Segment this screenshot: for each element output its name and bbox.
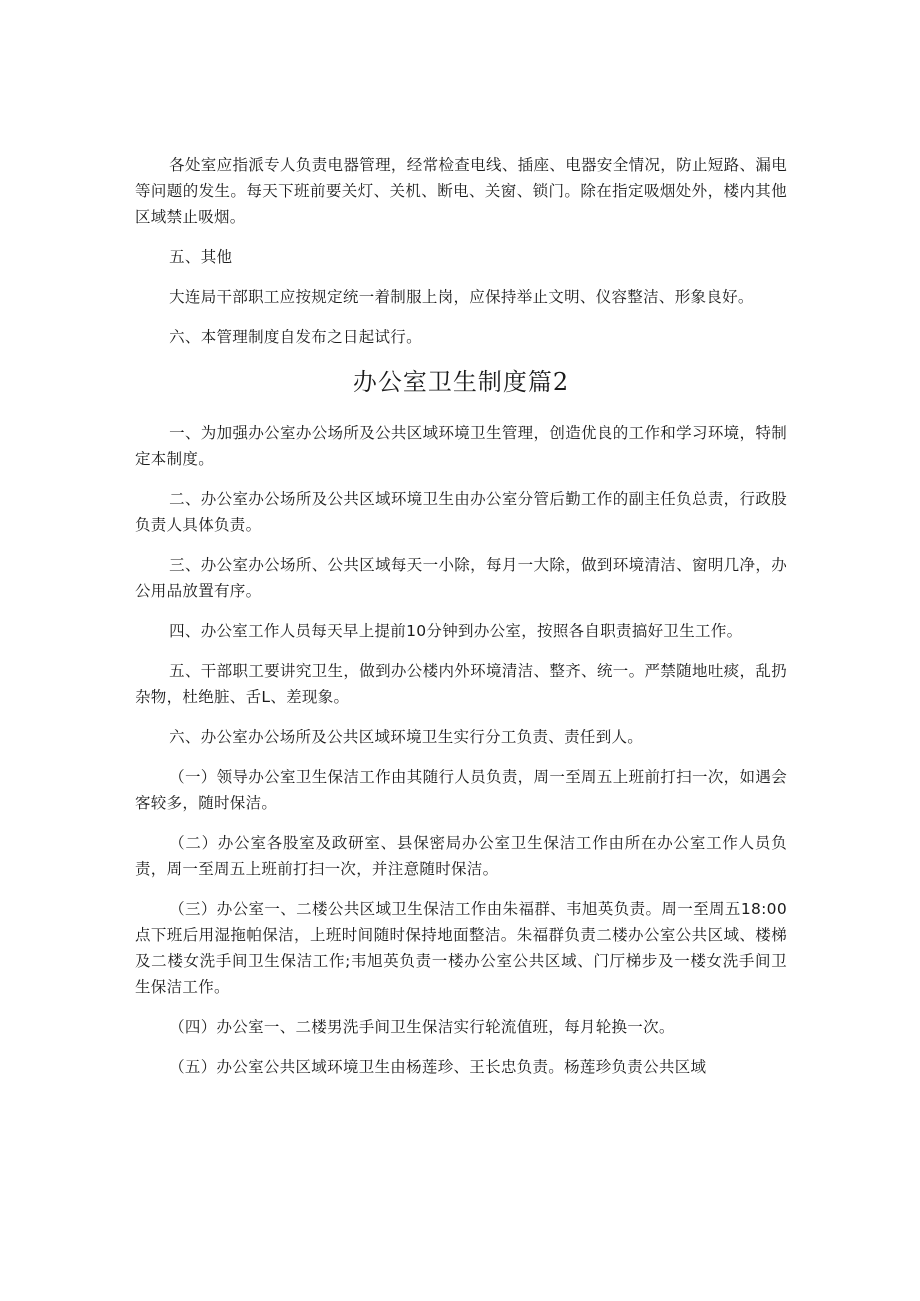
document-body — [135, 152, 787, 1094]
paragraph-subitem-4: （四）办公室一、二楼男洗手间卫生保洁实行轮流值班，每月轮换一次。 — [169, 1018, 675, 1036]
paragraph-uniform: 大连局干部职工应按规定统一着制服上岗，应保持举止文明、仪容整洁、形象良好。 — [169, 288, 754, 306]
paragraph-item-3: 三、办公室办公场所、公共区域每天一小除，每月一大除，做到环境清洁、窗明几净，办公用品放置有序。 — [135, 556, 787, 600]
paragraph-subitem-1: （一）领导办公室卫生保洁工作由其随行人员负责，周一至周五上班前打扫一次，如遇会客较多，随时保洁。 — [135, 768, 787, 812]
paragraph-item-5: 五、干部职工要讲究卫生，做到办公楼内外环境清洁、整齐、统一。严禁随地吐痰，乱扔杂物，杜绝脏、舌L、差现象。 — [135, 662, 787, 706]
paragraph-subitem-3: （三）办公室一、二楼公共区域卫生保洁工作由朱福群、韦旭英负责。周一至周五18:00点下班后用湿拖帕保洁，上班时间随时保持地面整洁。朱福群负责二楼办公室公共区域、楼梯及二楼女洗手间卫生保洁工作;韦旭英负责一楼办公室公共区域、门厅梯步及一楼女洗手间卫生保洁工作。 — [135, 900, 787, 996]
paragraph-effective-date: 六、本管理制度自发布之日起试行。 — [169, 328, 422, 346]
paragraph-item-6: 六、办公室办公场所及公共区域环境卫生实行分工负责、责任到人。 — [169, 728, 644, 746]
paragraph-item-4: 四、办公室工作人员每天早上提前10分钟到办公室，按照各自职责搞好卫生工作。 — [169, 622, 743, 640]
paragraph-item-2: 二、办公室办公场所及公共区域环境卫生由办公室分管后勤工作的副主任负总责，行政股负责人具体负责。 — [135, 490, 787, 534]
paragraph-electrical-safety: 各处室应指派专人负责电器管理，经常检查电线、插座、电器安全情况，防止短路、漏电等问题的发生。每天下班前要关灯、关机、断电、关窗、锁门。除在指定吸烟处外，楼内其他区域禁止吸烟。 — [135, 156, 787, 226]
paragraph-item-1: 一、为加强办公室办公场所及公共区域环境卫生管理，创造优良的工作和学习环境，特制定本制度。 — [135, 424, 787, 468]
heading-other: 五、其他 — [169, 248, 233, 266]
paragraph-subitem-5: （五）办公室公共区域环境卫生由杨莲珍、王长忠负责。杨莲珍负责公共区域 — [169, 1058, 707, 1076]
section-title: 办公室卫生制度篇2 — [352, 368, 570, 396]
paragraph-subitem-2: （二）办公室各股室及政研室、县保密局办公室卫生保洁工作由所在办公室工作人员负责，周一至周五上班前打扫一次，并注意随时保洁。 — [135, 834, 787, 878]
